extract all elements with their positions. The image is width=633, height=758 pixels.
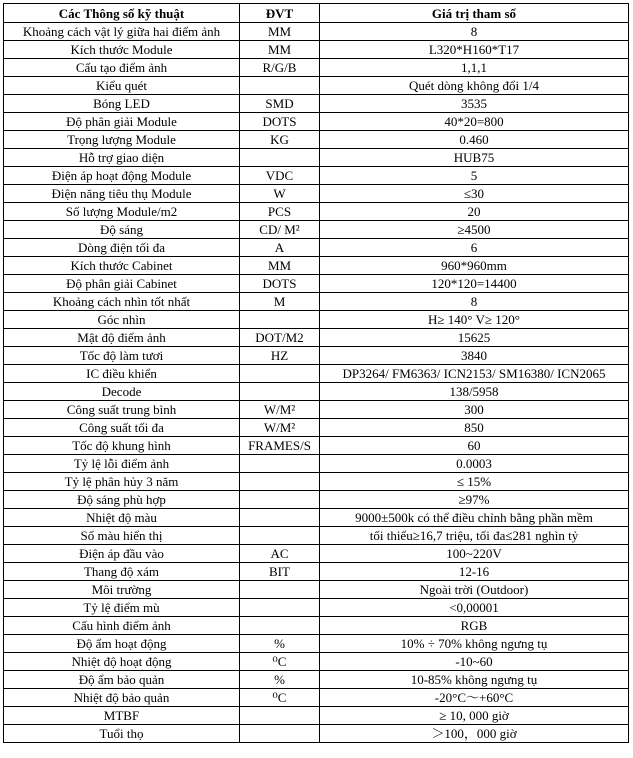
value-cell: <0,00001 bbox=[320, 599, 629, 617]
value-cell: 850 bbox=[320, 419, 629, 437]
unit-cell: MM bbox=[240, 257, 320, 275]
spec-name-cell: Độ sáng phù hợp bbox=[4, 491, 240, 509]
spec-name-cell: Độ ẩm bảo quản bbox=[4, 671, 240, 689]
unit-cell: DOTS bbox=[240, 113, 320, 131]
table-row bbox=[4, 689, 629, 707]
table-row bbox=[4, 725, 629, 743]
spec-name-cell: Bóng LED bbox=[4, 95, 240, 113]
value-cell: 15625 bbox=[320, 329, 629, 347]
table-row bbox=[4, 455, 629, 473]
unit-cell: M bbox=[240, 293, 320, 311]
spec-name-cell: Nhiệt độ màu bbox=[4, 509, 240, 527]
table-row bbox=[4, 275, 629, 293]
spec-name-cell: Độ ẩm hoạt động bbox=[4, 635, 240, 653]
unit-cell bbox=[240, 725, 320, 743]
spec-name-cell: Decode bbox=[4, 383, 240, 401]
value-cell: 60 bbox=[320, 437, 629, 455]
value-cell: 3535 bbox=[320, 95, 629, 113]
unit-cell bbox=[240, 149, 320, 167]
unit-cell: % bbox=[240, 635, 320, 653]
value-cell: 40*20=800 bbox=[320, 113, 629, 131]
unit-cell: DOTS bbox=[240, 275, 320, 293]
spec-name-cell: Tuổi thọ bbox=[4, 725, 240, 743]
table-row bbox=[4, 239, 629, 257]
table-row bbox=[4, 59, 629, 77]
value-cell: 5 bbox=[320, 167, 629, 185]
value-cell: ≥4500 bbox=[320, 221, 629, 239]
value-cell: -20°C～+60°C bbox=[320, 689, 629, 707]
spec-name-cell: Môi trường bbox=[4, 581, 240, 599]
unit-cell: FRAMES/S bbox=[240, 437, 320, 455]
unit-cell: % bbox=[240, 671, 320, 689]
spec-name-cell: Độ phân giải Module bbox=[4, 113, 240, 131]
value-cell: 10% ÷ 70% không ngưng tụ bbox=[320, 635, 629, 653]
spec-name-cell: Cấu tạo điểm ảnh bbox=[4, 59, 240, 77]
unit-cell: ⁰C bbox=[240, 689, 320, 707]
unit-cell: VDC bbox=[240, 167, 320, 185]
spec-name-cell: Thang độ xám bbox=[4, 563, 240, 581]
unit-cell bbox=[240, 455, 320, 473]
spec-name-cell: Công suất tối đa bbox=[4, 419, 240, 437]
spec-name-cell: Mật độ điểm ảnh bbox=[4, 329, 240, 347]
unit-cell: DOT/M2 bbox=[240, 329, 320, 347]
value-cell: 1,1,1 bbox=[320, 59, 629, 77]
unit-cell bbox=[240, 527, 320, 545]
unit-cell bbox=[240, 617, 320, 635]
table-row bbox=[4, 419, 629, 437]
spec-name-cell: Tỷ lệ điểm mù bbox=[4, 599, 240, 617]
spec-name-cell: Công suất trung bình bbox=[4, 401, 240, 419]
unit-cell: SMD bbox=[240, 95, 320, 113]
table-row bbox=[4, 77, 629, 95]
table-row bbox=[4, 95, 629, 113]
unit-cell: A bbox=[240, 239, 320, 257]
unit-cell: AC bbox=[240, 545, 320, 563]
spec-name-cell: MTBF bbox=[4, 707, 240, 725]
cut-off-footer bbox=[0, 752, 633, 758]
table-header-row bbox=[4, 4, 629, 23]
spec-name-cell: Khoảng cách vật lý giữa hai điểm ảnh bbox=[4, 23, 240, 41]
table-row bbox=[4, 203, 629, 221]
table-row bbox=[4, 293, 629, 311]
spec-name-cell: Điện năng tiêu thụ Module bbox=[4, 185, 240, 203]
unit-cell: R/G/B bbox=[240, 59, 320, 77]
table-row bbox=[4, 329, 629, 347]
value-cell: ≥ 10, 000 giờ bbox=[320, 707, 629, 725]
spec-name-cell: Kích thước Cabinet bbox=[4, 257, 240, 275]
spec-name-cell: IC điều khiển bbox=[4, 365, 240, 383]
table-row bbox=[4, 437, 629, 455]
table-row bbox=[4, 491, 629, 509]
spec-name-cell: Độ phân giải Cabinet bbox=[4, 275, 240, 293]
value-cell: 20 bbox=[320, 203, 629, 221]
value-cell: tối thiểu≥16,7 triệu, tối đa≤281 nghìn tỷ bbox=[320, 527, 629, 545]
unit-cell: W bbox=[240, 185, 320, 203]
unit-cell: W/M² bbox=[240, 419, 320, 437]
spec-name-cell: Tốc độ khung hình bbox=[4, 437, 240, 455]
value-cell: 9000±500k có thể điều chỉnh bằng phần mềm bbox=[320, 509, 629, 527]
value-cell: RGB bbox=[320, 617, 629, 635]
value-cell: 120*120=14400 bbox=[320, 275, 629, 293]
unit-cell bbox=[240, 311, 320, 329]
spec-name-cell: Tốc độ làm tươi bbox=[4, 347, 240, 365]
table-row bbox=[4, 185, 629, 203]
table-row bbox=[4, 149, 629, 167]
value-cell: L320*H160*T17 bbox=[320, 41, 629, 59]
value-cell: 12-16 bbox=[320, 563, 629, 581]
unit-cell: ⁰C bbox=[240, 653, 320, 671]
unit-cell: KG bbox=[240, 131, 320, 149]
unit-cell: W/M² bbox=[240, 401, 320, 419]
value-cell: 300 bbox=[320, 401, 629, 419]
spec-name-cell: Kích thước Module bbox=[4, 41, 240, 59]
spec-name-cell: Độ sáng bbox=[4, 221, 240, 239]
spec-name-cell: Tỷ lệ phân hủy 3 năm bbox=[4, 473, 240, 491]
spec-name-cell: Điện áp đầu vào bbox=[4, 545, 240, 563]
unit-cell bbox=[240, 491, 320, 509]
table-row bbox=[4, 635, 629, 653]
table-row bbox=[4, 167, 629, 185]
unit-cell bbox=[240, 77, 320, 95]
spec-name-cell: Cấu hình điểm ảnh bbox=[4, 617, 240, 635]
spec-name-cell: Dòng điện tối đa bbox=[4, 239, 240, 257]
table-row bbox=[4, 221, 629, 239]
table-row bbox=[4, 113, 629, 131]
value-cell: ≤30 bbox=[320, 185, 629, 203]
spec-table bbox=[3, 3, 629, 743]
spec-name-cell: Số lượng Module/m2 bbox=[4, 203, 240, 221]
value-cell: 3840 bbox=[320, 347, 629, 365]
table-row bbox=[4, 617, 629, 635]
header-unit: ĐVT bbox=[240, 4, 320, 23]
table-row bbox=[4, 131, 629, 149]
unit-cell: BIT bbox=[240, 563, 320, 581]
value-cell: 0.460 bbox=[320, 131, 629, 149]
table-row bbox=[4, 23, 629, 41]
unit-cell bbox=[240, 383, 320, 401]
unit-cell: CD/ M² bbox=[240, 221, 320, 239]
table-row bbox=[4, 41, 629, 59]
value-cell: ≤ 15% bbox=[320, 473, 629, 491]
spec-name-cell: Hỗ trợ giao diện bbox=[4, 149, 240, 167]
value-cell: 0.0003 bbox=[320, 455, 629, 473]
spec-name-cell: Kiểu quét bbox=[4, 77, 240, 95]
value-cell: ＞100，000 giờ bbox=[320, 725, 629, 743]
value-cell: H≥ 140° V≥ 120° bbox=[320, 311, 629, 329]
value-cell: 138/5958 bbox=[320, 383, 629, 401]
value-cell: 8 bbox=[320, 23, 629, 41]
unit-cell bbox=[240, 365, 320, 383]
table-row bbox=[4, 365, 629, 383]
value-cell: Ngoài trời (Outdoor) bbox=[320, 581, 629, 599]
unit-cell: MM bbox=[240, 41, 320, 59]
table-row bbox=[4, 509, 629, 527]
spec-name-cell: Trọng lượng Module bbox=[4, 131, 240, 149]
value-cell: -10~60 bbox=[320, 653, 629, 671]
spec-name-cell: Khoảng cách nhìn tốt nhất bbox=[4, 293, 240, 311]
table-row bbox=[4, 383, 629, 401]
table-row bbox=[4, 347, 629, 365]
value-cell: 960*960mm bbox=[320, 257, 629, 275]
unit-cell bbox=[240, 581, 320, 599]
table-row bbox=[4, 473, 629, 491]
unit-cell bbox=[240, 509, 320, 527]
table-row bbox=[4, 401, 629, 419]
table-row bbox=[4, 707, 629, 725]
value-cell: Quét dòng không đổi 1/4 bbox=[320, 77, 629, 95]
value-cell: DP3264/ FM6363/ ICN2153/ SM16380/ ICN2065 bbox=[320, 365, 629, 383]
header-value: Giá trị tham số bbox=[320, 4, 629, 23]
table-row bbox=[4, 257, 629, 275]
value-cell: ≥97% bbox=[320, 491, 629, 509]
unit-cell bbox=[240, 707, 320, 725]
value-cell: HUB75 bbox=[320, 149, 629, 167]
unit-cell: HZ bbox=[240, 347, 320, 365]
value-cell: 8 bbox=[320, 293, 629, 311]
unit-cell bbox=[240, 473, 320, 491]
spec-name-cell: Góc nhìn bbox=[4, 311, 240, 329]
table-row bbox=[4, 527, 629, 545]
spec-name-cell: Tỷ lệ lỗi điểm ảnh bbox=[4, 455, 240, 473]
table-row bbox=[4, 671, 629, 689]
value-cell: 100~220V bbox=[320, 545, 629, 563]
unit-cell bbox=[240, 599, 320, 617]
spec-name-cell: Số màu hiển thị bbox=[4, 527, 240, 545]
table-row bbox=[4, 563, 629, 581]
value-cell: 10-85% không ngưng tụ bbox=[320, 671, 629, 689]
unit-cell: MM bbox=[240, 23, 320, 41]
unit-cell: PCS bbox=[240, 203, 320, 221]
spec-name-cell: Nhiệt độ bảo quản bbox=[4, 689, 240, 707]
spec-name-cell: Nhiệt độ hoạt động bbox=[4, 653, 240, 671]
header-spec: Các Thông số kỹ thuật bbox=[4, 4, 240, 23]
table-body bbox=[4, 23, 629, 743]
table-row bbox=[4, 599, 629, 617]
table-row bbox=[4, 653, 629, 671]
value-cell: 6 bbox=[320, 239, 629, 257]
spec-name-cell: Điện áp hoạt động Module bbox=[4, 167, 240, 185]
table-row bbox=[4, 545, 629, 563]
table-row bbox=[4, 311, 629, 329]
table-row bbox=[4, 581, 629, 599]
